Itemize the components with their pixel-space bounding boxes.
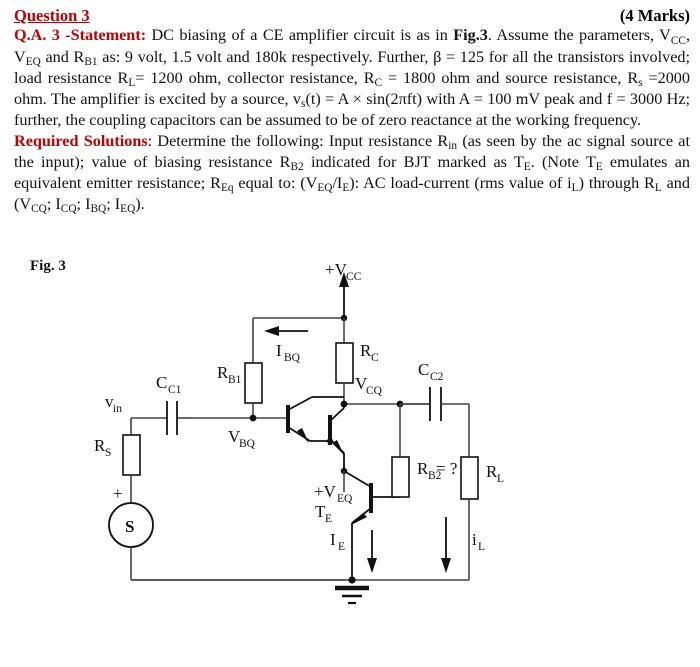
rb2-label: R [417,459,429,478]
required-text-d: . (Note T [530,152,596,171]
sub-s: s [638,76,643,89]
rb2-label-sub: B2 [428,470,442,482]
vin-label: v [105,392,114,411]
rs-label-sub: S [105,447,112,459]
transistor-q1 [288,397,344,443]
sub-b1: B1 [84,55,98,68]
sub-b2: B2 [290,161,304,174]
ibq-label-sub: BQ [284,352,300,364]
il-label: i [472,530,477,549]
sub-l2: L [571,182,579,195]
rl-label-sub: L [497,473,505,485]
rb1-label-sub: B1 [228,374,242,386]
te-label: T [315,502,326,521]
vcq-label: V [355,374,368,393]
resistor-rb2 [392,457,409,497]
figure-caption: Fig. 3 [30,258,66,274]
sub-eq4: EQ [120,203,136,216]
resistor-rc [336,343,353,383]
statement-text-h: =2000 ohm. The amplifier is excited by a source, v [14,68,690,108]
statement-text-g: = 1800 ohm and source resistance, R [382,68,639,87]
required-text-n: ). [135,194,145,213]
sub-eq: EQ [25,55,41,68]
resistor-rs [123,435,140,475]
statement-paragraph [14,25,690,130]
question-header [14,6,690,25]
vbq-label-sub: BQ [239,438,255,450]
sub-e3: E [342,182,350,195]
cc1-label: C [156,373,168,392]
statement-lead: Q.A. 3 -Statement: [14,26,147,45]
cc2-label-sub: C2 [430,371,444,383]
figure-reference: Fig.3 [453,26,488,45]
statement-text-d: and R [40,47,85,66]
required-text-b: (as seen by the ac signal source at the input); value of biasing resistance R [14,131,690,171]
veq-label: +V [314,482,336,501]
source-symbol-label: S [125,517,135,536]
required-text-g: /I [332,173,343,192]
veq-label-sub: EQ [337,493,353,505]
rl-label: R [486,462,498,481]
transistor-q2 [330,404,344,455]
required-text-a: : Determine the following: Input resistance R [147,131,449,150]
sub-l: L [128,76,136,89]
node-q1-emitter-q2-base [327,438,333,444]
rc-label-sub: C [371,352,379,364]
cc2-label: C [418,360,430,379]
vcc-label: +V [325,260,347,279]
vbq-label: V [228,427,241,446]
sub-l3: L [654,182,662,195]
vcc-label-sub: CC [346,271,362,283]
sub-e2: E [595,161,603,174]
statement-text-i: (t) = A × sin(2πft) with A = 100 mV peak and f = 3000 Hz; further, the coupling capacitors can be assumed to be of zero reactance at the working frequency. [14,89,691,129]
sub-s2: s [301,98,306,111]
required-text-m: ; I [106,194,121,213]
question-text-block [14,6,690,215]
source-polarity-plus: + [113,484,123,503]
statement-text-c: , V [14,26,691,66]
sub-bq: BQ [90,203,107,216]
cc1-label-sub: C1 [168,384,182,396]
circuit-diagram [0,255,700,615]
sub-cq2: CQ [60,203,77,216]
capacitor-cc2 [400,387,469,421]
sub-c: C [374,76,383,89]
te-label-sub: E [325,513,333,525]
statement-text-b: . Assume the parameters, V [487,26,671,45]
statement-text-f: = 1200 ohm, collector resistance, R [135,68,375,87]
node-vbq [250,415,257,422]
required-text-c: indicated for BJT marked as T [303,152,524,171]
rs-label: R [94,436,106,455]
sub-cq: CQ [31,203,47,216]
sub-cc: CC [670,34,686,47]
il-current-arrow [441,517,451,573]
rc-label: R [360,341,372,360]
rb1-label: R [217,363,229,382]
resistor-rl [461,457,478,499]
capacitor-cc1 [131,401,192,435]
required-text-f: equal to: (V [233,173,318,192]
ie-label: I [330,530,336,549]
ie-label-sub: E [338,541,346,553]
required-paragraph [14,131,690,215]
sub-in: in [448,140,458,153]
vcq-label-sub: CQ [366,385,382,397]
resistor-rb1 [245,363,262,403]
sub-e1: E [523,161,531,174]
ibq-label: I [276,341,282,360]
question-title: Question 3 [14,6,90,25]
required-text-k: ; I [46,194,61,213]
node-collector [341,401,348,408]
required-text-i: ) through R [578,173,655,192]
required-text-h: ): AC load-current (rms value of i [349,173,572,192]
sub-eq2: Eq [220,182,234,195]
required-text-l: ; I [76,194,91,213]
question-marks: (4 Marks) [619,6,690,25]
required-lead: Required Solutions [14,131,148,150]
ie-current-arrow [367,530,377,573]
required-text-e: emulates an equivalent emitter resistance; R [14,152,691,192]
ground-symbol [335,588,369,603]
node-ground [348,576,355,583]
statement-text-e: as: 9 volt, 1.5 volt and 180k respectively. Further, β = 125 for all the transistors involved; load resistance R [14,47,690,87]
statement-text-a: DC biasing of a CE amplifier circuit is as in [146,26,454,45]
sub-eq3: EQ [317,182,333,195]
il-label-sub: L [478,541,486,553]
vin-label-sub: in [113,403,122,415]
ibq-current-arrow [264,326,308,336]
required-text-j: and (V [14,173,690,213]
rb2-unknown-label: = ? [436,459,458,478]
